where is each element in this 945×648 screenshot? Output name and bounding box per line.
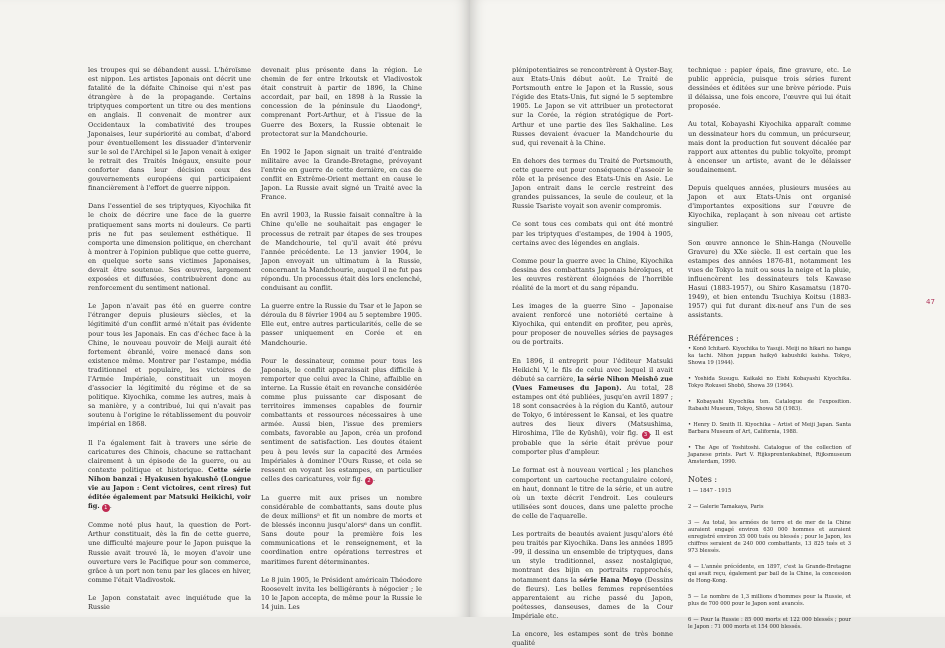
- figure-marker[interactable]: 1: [102, 504, 110, 512]
- paragraph-text: . Il est probable que la série était prévue pour comporter plus d'ampleur.: [512, 429, 673, 457]
- paragraph: Le Japon n'avait pas été en guerre contre l'étranger depuis plusieurs siècles, et la légitimité d'un conflit armé n'était pas évidente pour tous les Japonais. En cas d'échec face à la Chine, le nouveau pouvoir de Meiji aurait été fortement ébranlé, voire menacé dans son existence même. Montrer par l'estampe, média traditionnel et populaire, les victoires de l'Armée Impériale, constituait un moyen d'associer la légitimité du régime et de sa politique. Kiyochika, comme les autres, mais à sa manière, y a contribué, lui qui n'avait pas soutenu à l'origine le rétablissement du pouvoir impérial en 1868.: [88, 302, 251, 429]
- paragraph: Le 8 juin 1905, le Président américain Théodore Roosevelt invita les belligérants à négocier ; le 10 le Japon accepta, de même pour la Russie le 14 juin. Les: [261, 575, 422, 611]
- paragraph: [261, 357, 422, 485]
- paragraph-text: .: [372, 474, 376, 483]
- series-title: la série Nihon Meishō zue (Vues Fameuses du Japon).: [512, 374, 673, 392]
- paragraph: plénipotentiaires se rencontrèrent à Oyster-Bay, aux Etats-Unis début août. Le Traité de Portsmouth entre le Japon et la Russie, sous l'égide des Etats-Unis, fut signé le 5 septembre 1905. Le Japon se vit attribuer un protectorat sur la Corée, la région stratégique de Port-Arthur et une partie des îles Sakhaline. Les Russes devaient évacuer la Mandchourie du sud, qui revenait à la Chine.: [512, 66, 673, 147]
- figure-marker[interactable]: 2: [365, 477, 373, 485]
- notes: [688, 475, 851, 630]
- paragraph-text: Pour le dessinateur, comme pour tous les Japonais, le conflit apparaissait plus difficile à remporter que celui avec la Chine, affaiblie en interne. La Russie était en revanche considérée comme plus puissante car disposant de territoires immenses capables de fournir combattants et ressources nécessaires à une armée. Aussi bien, l'issue des premiers combats, favorable au Japon, créa un profond sentiment de satisfaction. Les doutes étaient peu à peu levés sur la capacité des Armées Impériales à dominer l'Ours Russe, et cela se ressent en voyant les estampes, en particulier celles des caricatures, voir fig.: [261, 356, 422, 483]
- reference-item: • Konō Ichitarō. Kiyochika to Yasuji. Meiji no hikari no hanga ka tachi. Nihon juppan haikyō kabushiki kaisha. Tokyo, Showa 19 (1944).: [688, 346, 851, 367]
- paragraph: En 1902 le Japon signait un traité d'entraide militaire avec la Grande-Bretagne, prévoyant l'entrée en guerre de cette dernière, en cas de conflit en Extrême-Orient mettant en cause le Japon. La Russie avait signé un Traité avec la France.: [261, 147, 422, 202]
- paragraph: En avril 1903, la Russie faisait connaître à la Chine qu'elle ne souhaitait pas engager le processus de retrait par étapes de ses troupes de Mandchourie, tel qu'il avait été prévu l'année précédente. Le 13 janvier 1904, le Japon envoyait un ultimatum à la Russie, concernant la Mandchourie, auquel il ne fut pas répondu. Un processus était dès lors enclenché, conduisant au conflit.: [261, 211, 422, 293]
- reference-item: • Yoshida Susugu. Kaikaki no Eishi Kobayashi Kiyochika. Tokyo Rokusei Shobō, Showa 39 (1964).: [688, 376, 851, 390]
- paragraph-text: Les portraits de beautés avaient jusqu'alors été peu traités par Kiyochika. Dans les années 1895 -99, il dessina un ensemble de triptyques, dans un style traditionnel, assez nostalgique, montrant des bijin en portraits rapprochés, notamment dans la: [512, 530, 673, 584]
- paragraph: Son œuvre annonce le Shin-Hanga (Nouvelle Gravure) du XXe siècle. Il est certain que les estampes des années 1876-81, notamment les vues de Tokyo la nuit ou sous la neige et la pluie, influencèrent les dessinateurs tels Kawase Hasui (1883-1957), ou Shiro Kasamatsu (1870-1949), et bien entendu Tsuchiya Koitsu (1883-1957) qui fut durant dix-neuf ans l'un de ses assistants.: [688, 238, 852, 320]
- paragraph-text: Il l'a également fait à travers une série de caricatures des Chinois, chacune se rattachant clairement à un épisode de la guerre, ou au contexte politique et historique.: [88, 438, 251, 474]
- column-4: [688, 66, 851, 631]
- figure-marker[interactable]: 3: [642, 431, 650, 439]
- left-page: [0, 0, 470, 617]
- page-number: 47: [926, 298, 935, 306]
- paragraph: Comme pour la guerre avec la Chine, Kiyochika dessina des combattants Japonais héroïques, et les œuvres restèrent éloignées de l'horrible réalité de la mort et du sang répandu.: [512, 256, 673, 292]
- paragraph-text: (Dessins de fleurs). Les belles femmes représentées apparentaient au riche passé du Japon, poétesses, danseuses, dames de la Cour Impériale etc.: [512, 575, 673, 620]
- paragraph: [88, 439, 251, 513]
- paragraph: les troupes qui se débandent aussi. L'héroïsme est nippon. Les artistes Japonais ont décrit une fatalité de la défaite Chinoise qui n'est pas étrangère à de la propagande. Certains triptyques comportent un titre ou des mentions en anglais. Il convenait de montrer aux Occidentaux la combativité des troupes Japonaises, leur supériorité au combat, d'abord pour éventuellement les dissuader d'intervenir sur le sol de l'Archipel si le Japon venait à exiger le retrait des Traités Inégaux, ensuite pour conforter dans leur décision ceux des gouvernements européens qui participaient financièrement à l'effort de guerre nippon.: [88, 66, 251, 193]
- paragraph: devenait plus présente dans la région. Le chemin de fer entre Irkoutsk et Vladivostok était construit à partir de 1896, la Chine accordait, par bail, en 1898 à la Russie la concession de la péninsule du Liaodong⁴, comprenant Port-Arthur, et à l'issue de la Guerre des Boxers, la Russie obtenait le protectorat sur la Mandchourie.: [261, 66, 422, 138]
- reference-item: • The Age of Yoshitoshi. Catalogue of the collection of Japanese prints. Part V. Rijksprentenkabinet, Rijksmuseum Amsterdam, 1990.: [688, 445, 851, 466]
- paragraph-text: En 1896, il entreprit pour l'éditeur Matsuki Heikichi V, le fils de celui avec lequel il avait débuté sa carrière,: [512, 356, 673, 383]
- paragraph: technique : papier épais, fine gravure, etc. Le public apprécia, puisque trois séries furent dessinées et éditées sur une brève période. Puis il délaissa, une fois encore, l'œuvre qui lui était proposée.: [688, 66, 851, 111]
- paragraph: [512, 530, 673, 621]
- reference-item: • Henry D. Smith II. Kiyochika – Artist of Meiji Japan. Santa Barbara Museum of Art, California, 1988.: [688, 422, 851, 436]
- paragraph: [512, 357, 673, 458]
- paragraph: Le Japon constatait avec inquiétude que la Russie: [88, 593, 251, 611]
- paragraph: Au total, Kobayashi Kiyochika apparaît comme un dessinateur hors du commun, un précurseur, mais dont la production fut souvent décalée par rapport aux attentes du public tokyoïte, prompt à encenser un artiste, avant de le délaisser soudainement.: [688, 120, 851, 174]
- references-title: Références :: [688, 334, 739, 344]
- series-title: Cette série Nihon banzai : Hyakusen hyakushō (Longue vie au Japon : Cent victoires, cent rires) fut éditée également par Matsuki Heikichi, voir fig.: [88, 465, 252, 511]
- paragraph: La encore, les estampes sont de très bonne qualité: [512, 629, 673, 648]
- column-3: [512, 66, 673, 648]
- note-item: 1 — 1847 - 1915: [688, 487, 732, 494]
- paragraph: Le format est à nouveau vertical ; les planches comportent un cartouche rectangulaire coloré, en haut, donnant le titre de la série, et un autre où un texte décrit l'endroit. Les couleurs utilisées sont douces, dans une palette proche de celle de l'aquarelle.: [512, 466, 673, 520]
- note-item: 5 — Le nombre de 1,3 millions d'hommes pour la Russie, et plus de 700 000 pour le Japon sont avancés.: [688, 593, 851, 607]
- references: [688, 334, 851, 466]
- paragraph: La guerre entre la Russie du Tsar et le Japon se déroula du 8 février 1904 au 5 septembre 1905. Elle eut, entre autres particularités, celle de se passer uniquement en Corée et en Mandchourie.: [261, 302, 422, 347]
- paragraph: Ce sont tous ces combats qui ont été montré par les triptyques d'estampes, de 1904 à 1905, certains avec des légendes en anglais.: [512, 220, 673, 247]
- right-page: [470, 0, 945, 648]
- reference-item: • Kobayashi Kiyochika ten. Catalogue de l'exposition. Itabashi Museum, Tokyo, Showa 58 (1983).: [688, 399, 851, 413]
- note-item: 2 — Galerie Tamakaya, Paris: [688, 503, 764, 510]
- paragraph-text: Au total, 28 estampes ont été publiées, jusqu'en avril 1897 ; 18 sont consacrées à la région du Kantō, autour de Tokyo, 6 intéressent le Kansai, et les quatre autres des lieux divers (Matsushima, Hiroshima, l'île de Kyūshū), voir fig.: [512, 383, 673, 438]
- paragraph: En dehors des termes du Traité de Portsmouth, cette guerre eut pour conséquence d'asseoir le rôle et la présence des Etats-Unis en Asie. Le Japon entrait dans le cercle restreint des grandes puissances, la seule de couleur, et la Russie Tsariste voyait son avenir compromis.: [512, 156, 673, 211]
- series-title: série Hana Moyo: [579, 575, 643, 584]
- column-2: [261, 66, 422, 612]
- paragraph: La guerre mit aux prises un nombre considérable de combattants, sans doute plus de deux millions⁵ et fit un nombre de morts et de blessés inconnu jusqu'alors⁶ dans un conflit. Sans doute pour la première fois les communications et le renseignement, et la coordination entre opérations terrestres et maritimes furent déterminantes.: [261, 493, 422, 566]
- paragraph: Depuis quelques années, plusieurs musées au Japon et aux Etats-Unis ont organisé d'importantes expositions sur l'œuvre de Kiyochika, replaçant à son niveau cet artiste singulier.: [688, 184, 851, 229]
- paragraph-text: .: [109, 502, 112, 511]
- column-1: [88, 66, 251, 612]
- notes-title: Notes :: [688, 475, 718, 485]
- paragraph: Les images de la guerre Sino – Japonaise avaient renforcé une notoriété certaine à Kiyochika, qui entendit en profiter, peu après, pour proposer de nouvelles séries de paysages ou de portraits.: [512, 302, 673, 347]
- note-item: 4 — L'année précédente, en 1897, c'est la Grande-Bretagne qui avait reçu, également par bail de la Chine, la concession de Hong-Kong.: [688, 563, 851, 584]
- note-item: 3 — Au total, les armées de terre et de mer de la Chine auraient engagé environ 630 000 hommes et auraient enregistré environ 35 000 tués ou blessés ; pour le Japon, les chiffres seraient de 240 000 combattants, 13 825 tués et 3 973 blessés.: [688, 519, 851, 554]
- paragraph: Comme noté plus haut, la question de Port-Arthur constituait, dès la fin de cette guerre, une difficulté majeure pour le Japon puisque la Russie avait trouvé là, le moyen d'avoir une ouverture vers le Pacifique pour son commerce, grâce à un port non tenu par les glaces en hiver, comme l'était Vladivostok.: [88, 521, 251, 584]
- note-item: 6 — Pour la Russie : 85 000 morts et 122 000 blessés ; pour le Japon : 71 000 morts et 154 000 blessés.: [688, 616, 851, 630]
- paragraph: Dans l'essentiel de ses triptyques, Kiyochika fit le choix de décrire une face de la guerre pratiquement sans morts ni douleurs. Ce parti pris ne fut pas seulement esthétique. Il comporta une dimension politique, en cherchant à montrer à l'opinion publique que cette guerre, en quelque sorte sans victimes Japonaises, devait être soutenue. Ses œuvres, largement exposées et diffusées, contribuèrent donc au renforcement du sentiment national.: [88, 202, 251, 293]
